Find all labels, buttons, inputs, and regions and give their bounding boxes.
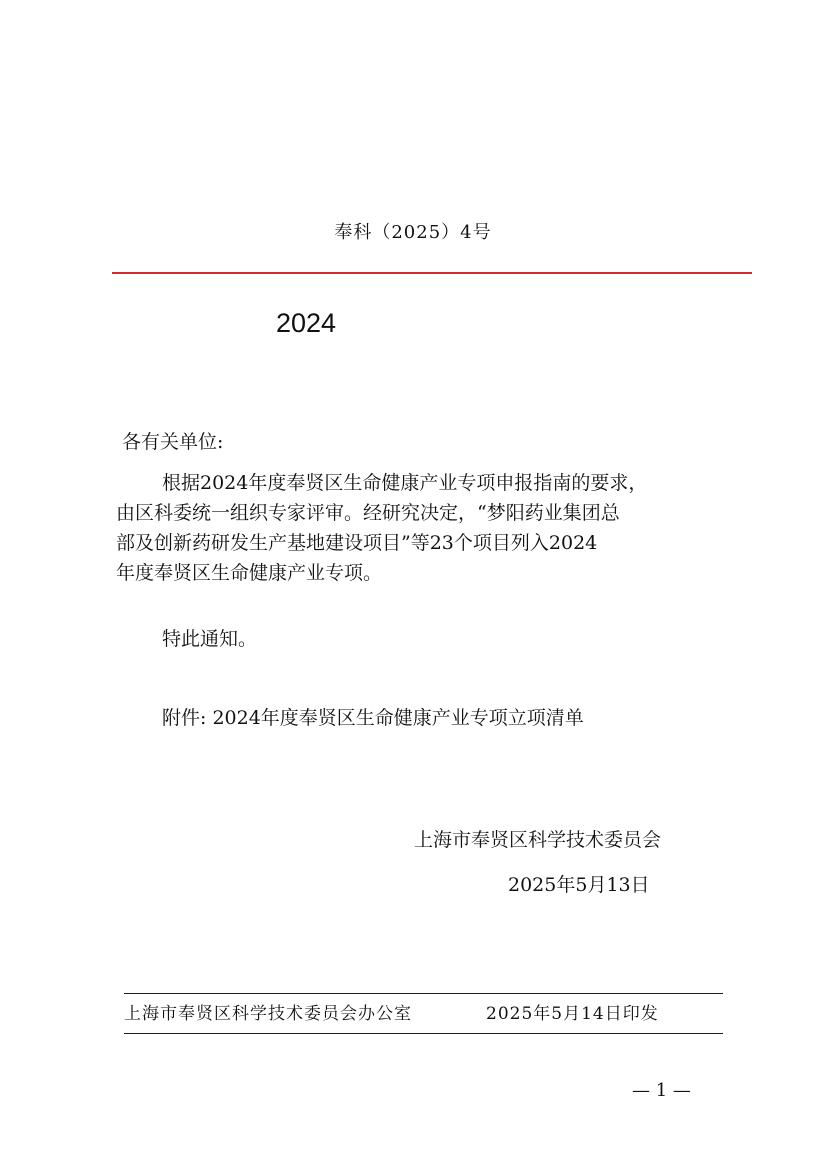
page-number: — 1 —	[632, 1080, 691, 1101]
main-paragraph	[116, 468, 726, 588]
footer-print-date: 2025年5月14日印发	[486, 1004, 659, 1024]
salutation: 各有关单位:	[122, 431, 224, 453]
footer-office: 上海市奉贤区科学技术委员会办公室	[124, 1004, 412, 1024]
paragraph-line-1: 根据2024年度奉贤区生命健康产业专项申报指南的要求，	[162, 472, 648, 494]
closing-text: 特此通知。	[162, 628, 258, 650]
document-title: 2024	[276, 308, 337, 338]
paragraph-line-3: 部及创新药研发生产基地建设项目”等23个项目列入2024	[116, 532, 598, 554]
document-number: 奉科（2025）4号	[334, 222, 492, 243]
issuer-name: 上海市奉贤区科学技术委员会	[414, 829, 662, 851]
paragraph-line-4: 年度奉贤区生命健康产业专项。	[116, 562, 383, 584]
red-header-rule	[112, 272, 752, 274]
paragraph-line-2: 由区科委统一组织专家评审。经研究决定，“梦阳药业集团总	[116, 502, 620, 524]
issue-date: 2025年5月13日	[508, 874, 650, 896]
footer-bottom-rule	[124, 1033, 723, 1034]
attachment-line: 附件: 2024年度奉贤区生命健康产业专项立项清单	[162, 707, 584, 729]
footer-top-rule	[124, 993, 723, 994]
